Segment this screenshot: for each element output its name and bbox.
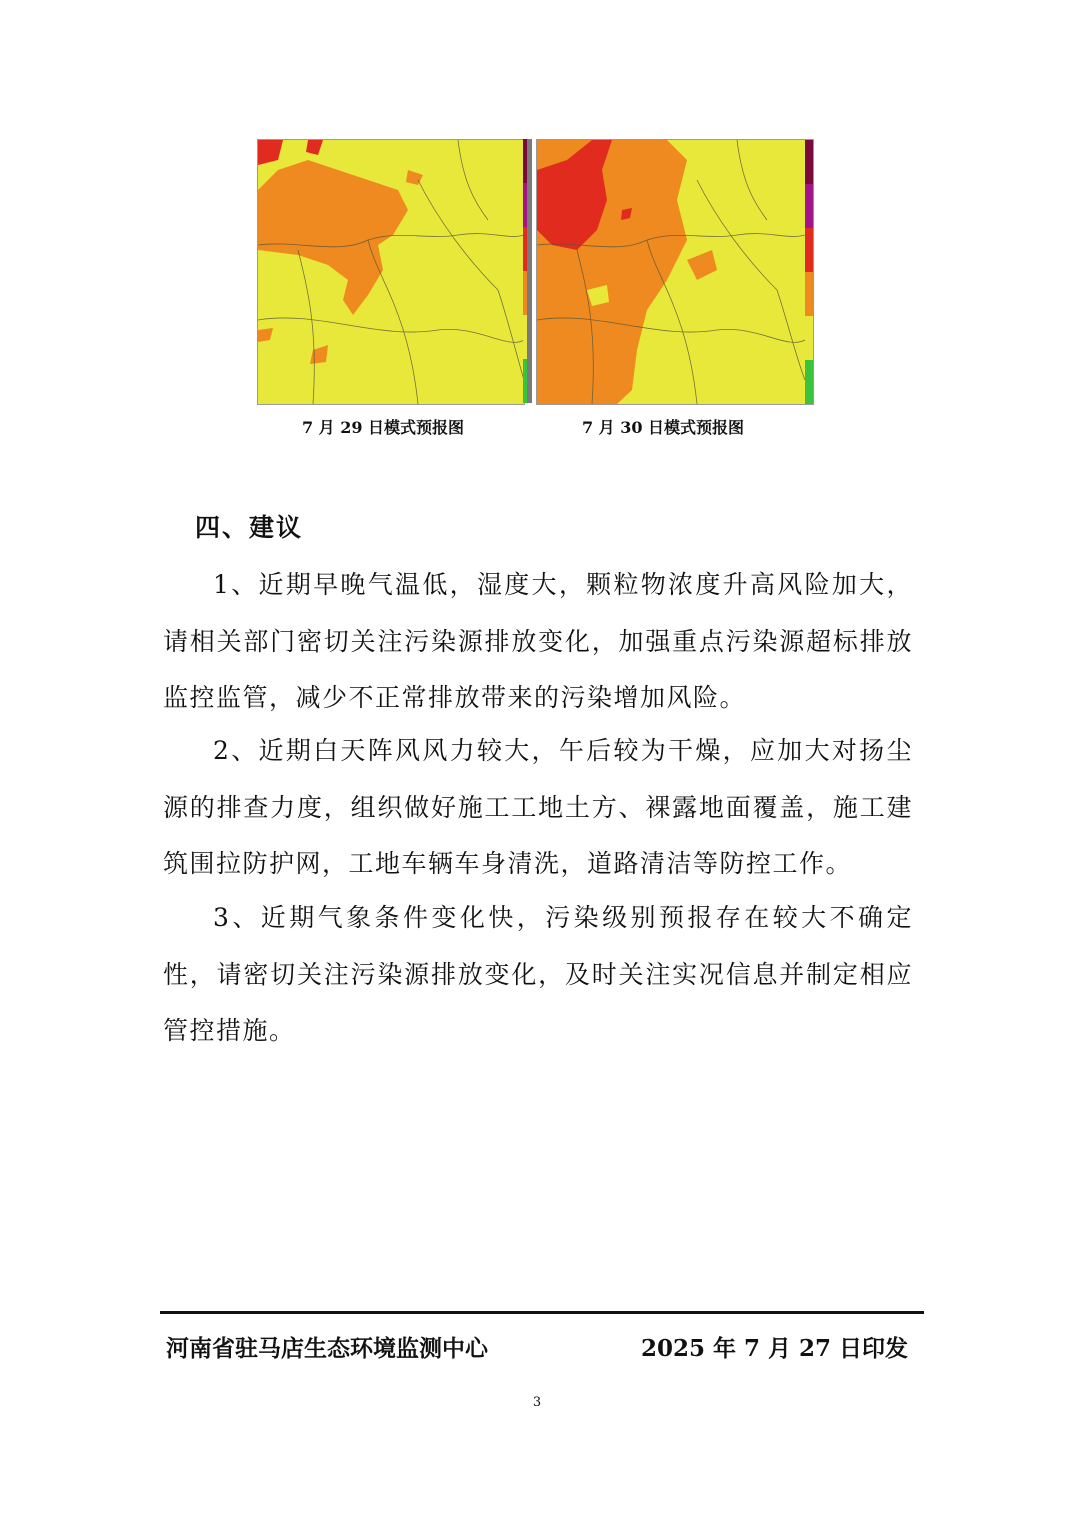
recommendation-paragraph: 3、近期气象条件变化快，污染级别预报存在较大不确定性，请密切关注污染源排放变化，及时关注实况信息并制定相应管控措施。 [163,903,913,1045]
forecast-map-july-30 [536,139,814,405]
footer-divider [160,1311,924,1314]
recommendation-paragraph: 1、近期早晚气温低，湿度大，颗粒物浓度升高风险加大，请相关部门密切关注污染源排放变化，加强重点污染源超标排放监控监管，减少不正常排放带来的污染增加风险。 [163,570,913,712]
recommendation-paragraph: 2、近期白天阵风风力较大，午后较为干燥，应加大对扬尘源的排查力度，组织做好施工工地土方、裸露地面覆盖，施工建筑围拉防护网，工地车辆车身清洗，道路清洁等防控工作。 [163,736,913,878]
page-number: 3 [532,1395,542,1410]
issue-date: 2025 年 7 月 27 日印发 [640,1335,908,1362]
forecast-map-july-29 [257,139,525,405]
issuer-name: 河南省驻马店生态环境监测中心 [166,1335,488,1362]
figure-caption: 7 月 30 日模式预报图 [581,418,745,437]
section-heading: 四、建议 [195,513,304,542]
figure-caption: 7 月 29 日模式预报图 [301,418,465,437]
legend-strip [523,139,527,403]
